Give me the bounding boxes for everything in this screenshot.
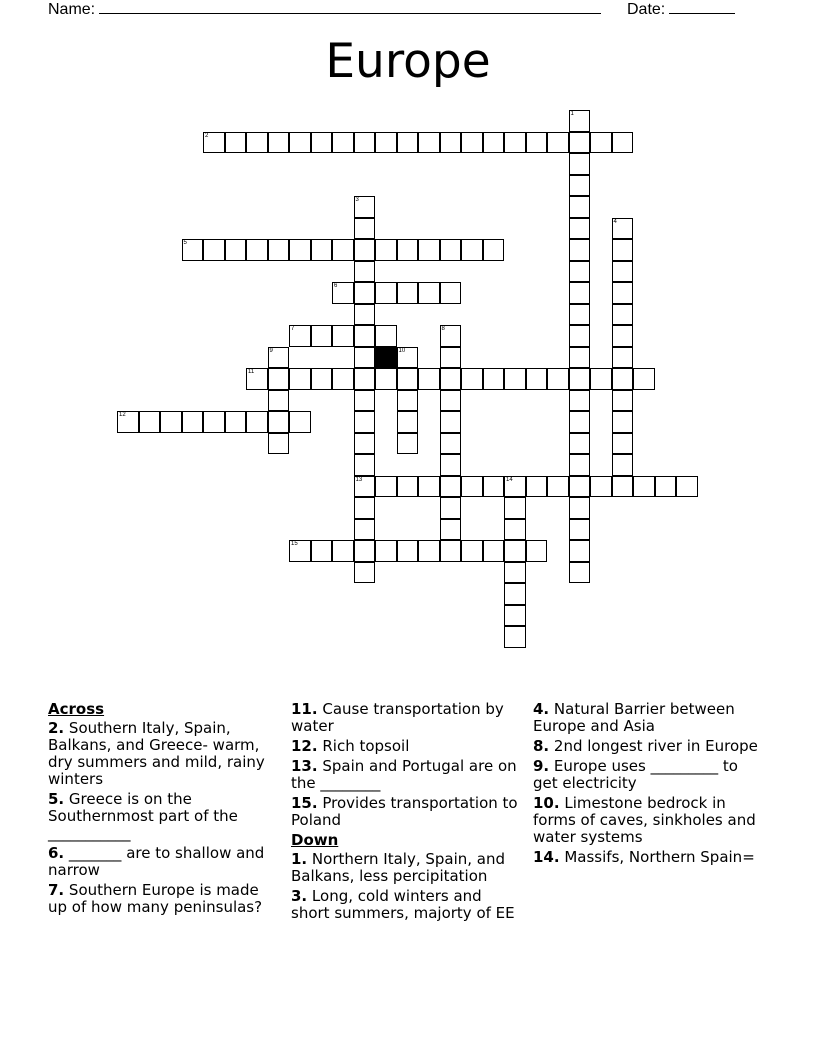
clue-number-label: 8 (441, 326, 445, 332)
crossword-cell[interactable] (569, 239, 591, 261)
crossword-cell[interactable] (440, 368, 462, 390)
clue-across-11: 11. Cause transportation by water (291, 700, 504, 735)
crossword-cell[interactable] (504, 476, 526, 498)
crossword-cell[interactable] (332, 368, 354, 390)
clue-column-1 (48, 701, 276, 919)
crossword-cell[interactable] (569, 390, 591, 412)
crossword-cell[interactable] (418, 132, 440, 154)
crossword-cell[interactable] (504, 519, 526, 541)
crossword-cell[interactable] (504, 497, 526, 519)
crossword-cell[interactable] (332, 132, 354, 154)
crossword-cell[interactable] (547, 476, 569, 498)
crossword-cell[interactable] (354, 218, 376, 240)
crossword-cell[interactable] (354, 261, 376, 283)
crossword-cell[interactable] (633, 476, 655, 498)
clue-number-label: 13 (355, 476, 363, 483)
crossword-cell[interactable] (569, 261, 591, 283)
crossword-cell[interactable] (526, 476, 548, 498)
crossword-cell[interactable] (440, 325, 462, 347)
crossword-cell[interactable] (440, 347, 462, 369)
crossword-cell[interactable] (354, 497, 376, 519)
crossword-cell[interactable] (440, 540, 462, 562)
crossword-cell[interactable] (117, 411, 139, 433)
crossword-cell[interactable] (440, 411, 462, 433)
crossword-cell[interactable] (397, 411, 419, 433)
crossword-cell[interactable] (375, 476, 397, 498)
crossword-cell[interactable] (569, 433, 591, 455)
crossword-cell[interactable] (440, 519, 462, 541)
crossword-cell[interactable] (633, 368, 655, 390)
crossword-cell[interactable] (461, 368, 483, 390)
crossword-cell[interactable] (375, 540, 397, 562)
crossword-cell[interactable] (354, 540, 376, 562)
crossword-cell[interactable] (375, 239, 397, 261)
crossword-cell[interactable] (483, 368, 505, 390)
crossword-cell[interactable] (354, 411, 376, 433)
crossword-cell[interactable] (569, 562, 591, 584)
crossword-cell[interactable] (590, 368, 612, 390)
across-heading: Across (48, 700, 105, 718)
crossword-cell[interactable] (612, 476, 634, 498)
crossword-cell[interactable] (612, 261, 634, 283)
crossword-cell[interactable] (203, 411, 225, 433)
crossword-cell[interactable] (590, 476, 612, 498)
crossword-cell[interactable] (375, 325, 397, 347)
crossword-cell[interactable] (418, 476, 440, 498)
crossword-cell[interactable] (440, 433, 462, 455)
crossword-cell[interactable] (268, 132, 290, 154)
crossword-cell[interactable] (311, 239, 333, 261)
crossword-cell[interactable] (418, 540, 440, 562)
crossword-cell[interactable] (246, 239, 268, 261)
crossword-cell[interactable] (504, 605, 526, 627)
clue-number-label: 9 (269, 347, 273, 354)
crossword-cell[interactable] (311, 368, 333, 390)
crossword-cell[interactable] (311, 540, 333, 562)
clue-down-4: 4. Natural Barrier between Europe and Asia (533, 700, 735, 735)
crossword-cell[interactable] (354, 325, 376, 347)
crossword-cell[interactable] (354, 239, 376, 261)
crossword-cell[interactable] (332, 540, 354, 562)
crossword-cell[interactable] (504, 626, 526, 648)
crossword-cell[interactable] (354, 196, 376, 218)
crossword-cell[interactable] (375, 132, 397, 154)
crossword-cell[interactable] (612, 347, 634, 369)
crossword-cell[interactable] (569, 368, 591, 390)
crossword-cell[interactable] (504, 132, 526, 154)
crossword-cell[interactable] (225, 411, 247, 433)
crossword-cell[interactable] (612, 411, 634, 433)
crossword-cell[interactable] (203, 239, 225, 261)
clue-across-6: 6. _______ are to shallow and narrow (48, 844, 265, 879)
crossword-cell[interactable] (612, 304, 634, 326)
crossword-cell[interactable] (397, 433, 419, 455)
crossword-cell[interactable] (397, 282, 419, 304)
crossword-cell[interactable] (440, 239, 462, 261)
crossword-cell[interactable] (569, 325, 591, 347)
crossword-cell[interactable] (612, 282, 634, 304)
crossword-cell[interactable] (526, 368, 548, 390)
crossword-cell[interactable] (569, 540, 591, 562)
crossword-cell[interactable] (569, 282, 591, 304)
crossword-cell[interactable] (354, 519, 376, 541)
clue-number-label: 1 (570, 111, 574, 117)
crossword-cell[interactable] (483, 476, 505, 498)
crossword-cell[interactable] (418, 239, 440, 261)
crossword-cell[interactable] (590, 132, 612, 154)
clue-down-10: 10. Limestone bedrock in forms of caves, sinkholes and water systems (533, 794, 756, 846)
crossword-cell[interactable] (246, 411, 268, 433)
clue-number-label: 3 (355, 197, 359, 203)
crossword-cell[interactable] (612, 325, 634, 347)
crossword-cell[interactable] (268, 347, 290, 369)
crossword-cell[interactable] (289, 325, 311, 347)
crossword-cell[interactable] (504, 583, 526, 605)
clue-down-8: 8. 2nd longest river in Europe (533, 737, 758, 755)
crossword-cell[interactable] (354, 476, 376, 498)
clue-down-1: 1. Northern Italy, Spain, and Balkans, less percipitation (291, 850, 506, 885)
crossword-cell[interactable] (569, 153, 591, 175)
crossword-cell[interactable] (397, 132, 419, 154)
crossword-cell[interactable] (569, 519, 591, 541)
crossword-cell[interactable] (440, 282, 462, 304)
crossword-cell[interactable] (289, 132, 311, 154)
clue-number-label: 2 (205, 132, 209, 139)
crossword-cell[interactable] (375, 282, 397, 304)
crossword-cell[interactable] (397, 476, 419, 498)
crossword-cell[interactable] (569, 454, 591, 476)
crossword-cell[interactable] (612, 132, 634, 154)
crossword-cell[interactable] (504, 540, 526, 562)
crossword-cell[interactable] (461, 239, 483, 261)
crossword-cell[interactable] (504, 368, 526, 390)
crossword-cell[interactable] (139, 411, 161, 433)
clue-number-label: 5 (183, 240, 187, 246)
crossword-cell[interactable] (397, 390, 419, 412)
clue-number-label: 11 (248, 369, 255, 375)
crossword-cell[interactable] (569, 347, 591, 369)
crossword-cell[interactable] (569, 218, 591, 240)
clue-number-label: 12 (119, 412, 126, 418)
crossword-cell[interactable] (547, 368, 569, 390)
crossword-cell[interactable] (354, 132, 376, 154)
page-title: Europe (325, 34, 491, 89)
crossword-cell[interactable] (504, 562, 526, 584)
crossword-black-cell (375, 347, 397, 369)
crossword-cell[interactable] (483, 540, 505, 562)
crossword-cell[interactable] (354, 347, 376, 369)
crossword-cell[interactable] (612, 239, 634, 261)
crossword-cell[interactable] (612, 454, 634, 476)
crossword-cell[interactable] (332, 325, 354, 347)
crossword-cell[interactable] (676, 476, 698, 498)
clue-column-3 (533, 701, 765, 869)
crossword-cell[interactable] (655, 476, 677, 498)
crossword-cell[interactable] (289, 239, 311, 261)
crossword-cell[interactable] (182, 239, 204, 261)
crossword-cell[interactable] (203, 132, 225, 154)
crossword-cell[interactable] (354, 562, 376, 584)
crossword-cell[interactable] (569, 411, 591, 433)
crossword-cell[interactable] (354, 304, 376, 326)
crossword-cell[interactable] (461, 540, 483, 562)
crossword-cell[interactable] (612, 390, 634, 412)
crossword-cell[interactable] (569, 196, 591, 218)
clue-number-label: 10 (398, 347, 406, 354)
date-label: Date: (627, 1, 666, 18)
crossword-cell[interactable] (440, 390, 462, 412)
crossword-cell[interactable] (569, 476, 591, 498)
crossword-cell[interactable] (526, 540, 548, 562)
crossword-cell[interactable] (440, 497, 462, 519)
crossword-cell[interactable] (268, 239, 290, 261)
clue-number-label: 4 (613, 218, 617, 225)
clue-number-label: 6 (334, 283, 338, 289)
crossword-cell[interactable] (397, 239, 419, 261)
crossword-cell[interactable] (160, 411, 182, 433)
crossword-cell[interactable] (246, 132, 268, 154)
crossword-cell[interactable] (182, 411, 204, 433)
crossword-cell[interactable] (225, 132, 247, 154)
crossword-cell[interactable] (332, 239, 354, 261)
crossword-cell[interactable] (375, 368, 397, 390)
crossword-cell[interactable] (440, 454, 462, 476)
crossword-cell[interactable] (354, 282, 376, 304)
clue-down-3: 3. Long, cold winters and short summers, majorty of EE (291, 887, 515, 922)
clue-number-label: 14 (506, 476, 513, 483)
crossword-cell[interactable] (354, 433, 376, 455)
crossword-cell[interactable] (311, 132, 333, 154)
clue-across-13: 13. Spain and Portugal are on the ________ (291, 757, 517, 792)
crossword-cell[interactable] (612, 368, 634, 390)
clue-column-2 (291, 701, 523, 925)
crossword-cell[interactable] (440, 476, 462, 498)
clue-number-label: 7 (291, 326, 295, 332)
clue-down-9: 9. Europe uses _________ to get electricity (533, 757, 738, 792)
crossword-cell[interactable] (461, 476, 483, 498)
crossword-cell[interactable] (418, 282, 440, 304)
clue-across-5: 5. Greece is on the Southernmost part of the ___________ (48, 790, 238, 842)
crossword-cell[interactable] (569, 304, 591, 326)
crossword-cell[interactable] (397, 540, 419, 562)
crossword-cell[interactable] (612, 433, 634, 455)
crossword-cell[interactable] (461, 132, 483, 154)
clue-across-2: 2. Southern Italy, Spain, Balkans, and Greece- warm, dry summers and mild, rainy winters (48, 719, 265, 788)
crossword-cell[interactable] (246, 368, 268, 390)
clue-across-15: 15. Provides transportation to Poland (291, 794, 518, 829)
crossword-cell[interactable] (569, 497, 591, 519)
crossword-cell[interactable] (397, 368, 419, 390)
clue-down-14: 14. Massifs, Northern Spain= (533, 848, 755, 866)
crossword-cell[interactable] (397, 347, 419, 369)
crossword-cell[interactable] (569, 132, 591, 154)
crossword-cell[interactable] (547, 132, 569, 154)
crossword-cell[interactable] (268, 368, 290, 390)
crossword-cell[interactable] (569, 175, 591, 197)
down-heading: Down (291, 831, 339, 849)
clue-across-12: 12. Rich topsoil (291, 737, 410, 755)
clue-across-7: 7. Southern Europe is made up of how many peninsulas? (48, 881, 263, 916)
name-label: Name: (48, 1, 96, 18)
crossword-cell[interactable] (526, 132, 548, 154)
crossword-cell[interactable] (354, 390, 376, 412)
crossword-cell[interactable] (289, 368, 311, 390)
crossword-cell[interactable] (440, 132, 462, 154)
crossword-cell[interactable] (311, 325, 333, 347)
crossword-cell[interactable] (612, 218, 634, 240)
crossword-cell[interactable] (289, 411, 311, 433)
crossword-cell[interactable] (569, 110, 591, 132)
crossword-cell[interactable] (289, 540, 311, 562)
crossword-cell[interactable] (354, 454, 376, 476)
crossword-cell[interactable] (354, 368, 376, 390)
crossword-cell[interactable] (268, 433, 290, 455)
crossword-cell[interactable] (268, 390, 290, 412)
crossword-cell[interactable] (418, 368, 440, 390)
crossword-cell[interactable] (268, 411, 290, 433)
crossword-cell[interactable] (483, 239, 505, 261)
crossword-cell[interactable] (225, 239, 247, 261)
clue-number-label: 15 (291, 541, 298, 547)
crossword-cell[interactable] (332, 282, 354, 304)
crossword-cell[interactable] (483, 132, 505, 154)
